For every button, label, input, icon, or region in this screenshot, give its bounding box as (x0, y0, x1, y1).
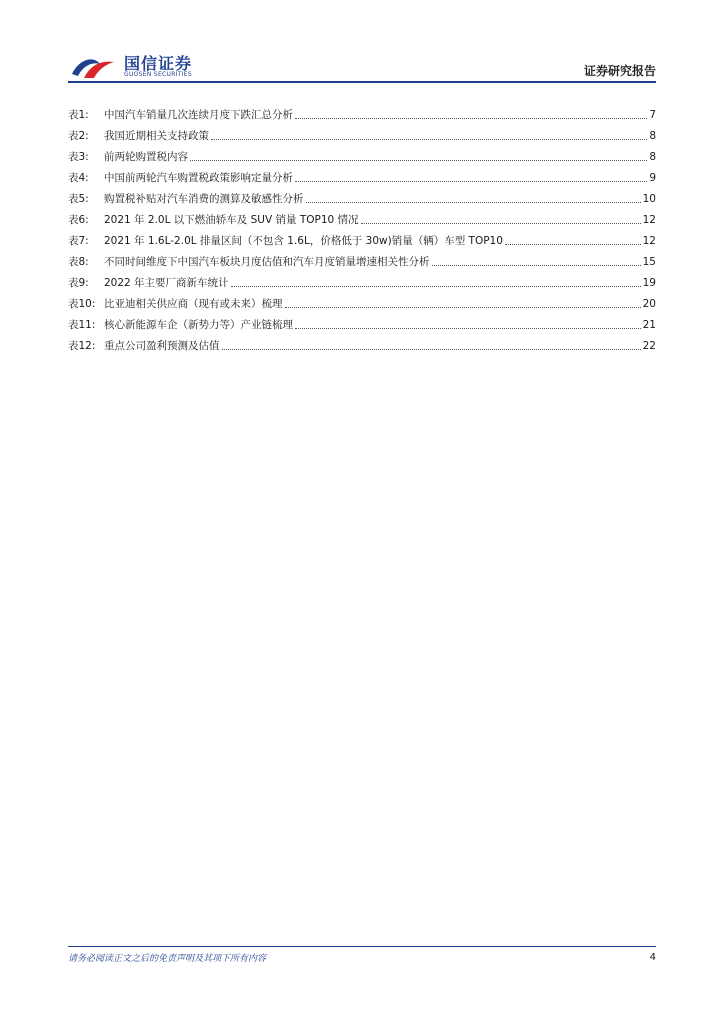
footer-divider (68, 946, 656, 947)
toc-leader-dots (190, 160, 647, 161)
toc-entry-page[interactable]: 19 (642, 277, 656, 289)
toc-leader-dots (432, 265, 641, 266)
toc-entry-title[interactable]: 2022 年主要厂商新车统计 (104, 277, 229, 289)
toc-entry-page[interactable]: 22 (642, 340, 656, 352)
toc-entry-label: 表2: (68, 130, 89, 142)
toc-leader-dots (295, 328, 641, 329)
toc-leader-dots (295, 181, 647, 182)
toc-entry-page[interactable]: 12 (642, 235, 656, 247)
toc-entry-title[interactable]: 中国前两轮汽车购置税政策影响定量分析 (104, 172, 293, 184)
toc-entry-title[interactable]: 核心新能源车企（新势力等）产业链梳理 (104, 319, 293, 331)
toc-leader-dots (211, 139, 647, 140)
toc-leader-dots (222, 349, 641, 350)
toc-entry-title[interactable]: 不同时间维度下中国汽车板块月度估值和汽车月度销量增速相关性分析 (104, 256, 430, 268)
guosen-logo (68, 48, 208, 82)
toc-entry-label: 表12: (68, 340, 96, 352)
toc-entry-title[interactable]: 2021 年 1.6L-2.0L 排量区间（不包含 1.6L，价格低于 30w)销量（辆）车型 TOP10 (104, 235, 503, 247)
toc-entry[interactable] (68, 101, 656, 122)
toc-entry[interactable] (68, 311, 656, 332)
toc-entry-label: 表8: (68, 256, 89, 268)
guosen-logo-icon (70, 54, 116, 80)
toc-entry-label: 表4: (68, 172, 89, 184)
toc-entry-label: 表5: (68, 193, 89, 205)
toc-leader-dots (295, 118, 647, 119)
logo-text-en: GUOSEN SECURITIES (124, 71, 193, 78)
toc-entry[interactable] (68, 269, 656, 290)
toc-entry[interactable] (68, 206, 656, 227)
toc-entry-label: 表7: (68, 235, 89, 247)
toc-entry-label: 表11: (68, 319, 96, 331)
toc-entry-page[interactable]: 12 (642, 214, 656, 226)
toc-entry[interactable] (68, 143, 656, 164)
toc-entry-label: 表9: (68, 277, 89, 289)
toc-entry-page[interactable]: 9 (649, 172, 656, 184)
toc-entry-page[interactable]: 15 (642, 256, 656, 268)
toc-entry-title[interactable]: 购置税补贴对汽车消费的测算及敏感性分析 (104, 193, 304, 205)
toc-entry[interactable] (68, 185, 656, 206)
toc-entry-title[interactable]: 重点公司盈利预测及估值 (104, 340, 220, 352)
toc-entry-title[interactable]: 中国汽车销量几次连续月度下跌汇总分析 (104, 109, 293, 121)
toc-entry[interactable] (68, 122, 656, 143)
toc-entry-page[interactable]: 8 (649, 130, 656, 142)
toc-leader-dots (505, 244, 641, 245)
footer-disclaimer: 请务必阅读正文之后的免责声明及其项下所有内容 (68, 954, 267, 964)
toc-entry-page[interactable]: 20 (642, 298, 656, 310)
toc-entry[interactable] (68, 164, 656, 185)
toc-leader-dots (306, 202, 641, 203)
toc-leader-dots (361, 223, 641, 224)
page-number: 4 (649, 952, 656, 963)
toc-entry[interactable] (68, 227, 656, 248)
toc-entry-title[interactable]: 2021 年 2.0L 以下燃油轿车及 SUV 销量 TOP10 情况 (104, 214, 359, 226)
table-of-tables (68, 101, 656, 353)
logo-text-cn: 国信证券 (124, 54, 193, 73)
toc-entry-label: 表1: (68, 109, 89, 121)
toc-entry-label: 表10: (68, 298, 96, 310)
page-header (68, 48, 656, 82)
toc-entry-page[interactable]: 7 (649, 109, 656, 121)
toc-leader-dots (231, 286, 641, 287)
toc-entry[interactable] (68, 332, 656, 353)
header-divider (68, 81, 656, 83)
toc-entry-title[interactable]: 我国近期相关支持政策 (104, 130, 209, 142)
report-type-label: 证券研究报告 (583, 64, 656, 78)
toc-entry-title[interactable]: 比亚迪相关供应商（现有或未来）梳理 (104, 298, 283, 310)
toc-leader-dots (285, 307, 641, 308)
toc-entry[interactable] (68, 248, 656, 269)
toc-entry-page[interactable]: 21 (642, 319, 656, 331)
toc-entry[interactable] (68, 290, 656, 311)
toc-entry-title[interactable]: 前两轮购置税内容 (104, 151, 188, 163)
toc-entry-page[interactable]: 8 (649, 151, 656, 163)
toc-entry-label: 表6: (68, 214, 89, 226)
toc-entry-label: 表3: (68, 151, 89, 163)
toc-entry-page[interactable]: 10 (642, 193, 656, 205)
